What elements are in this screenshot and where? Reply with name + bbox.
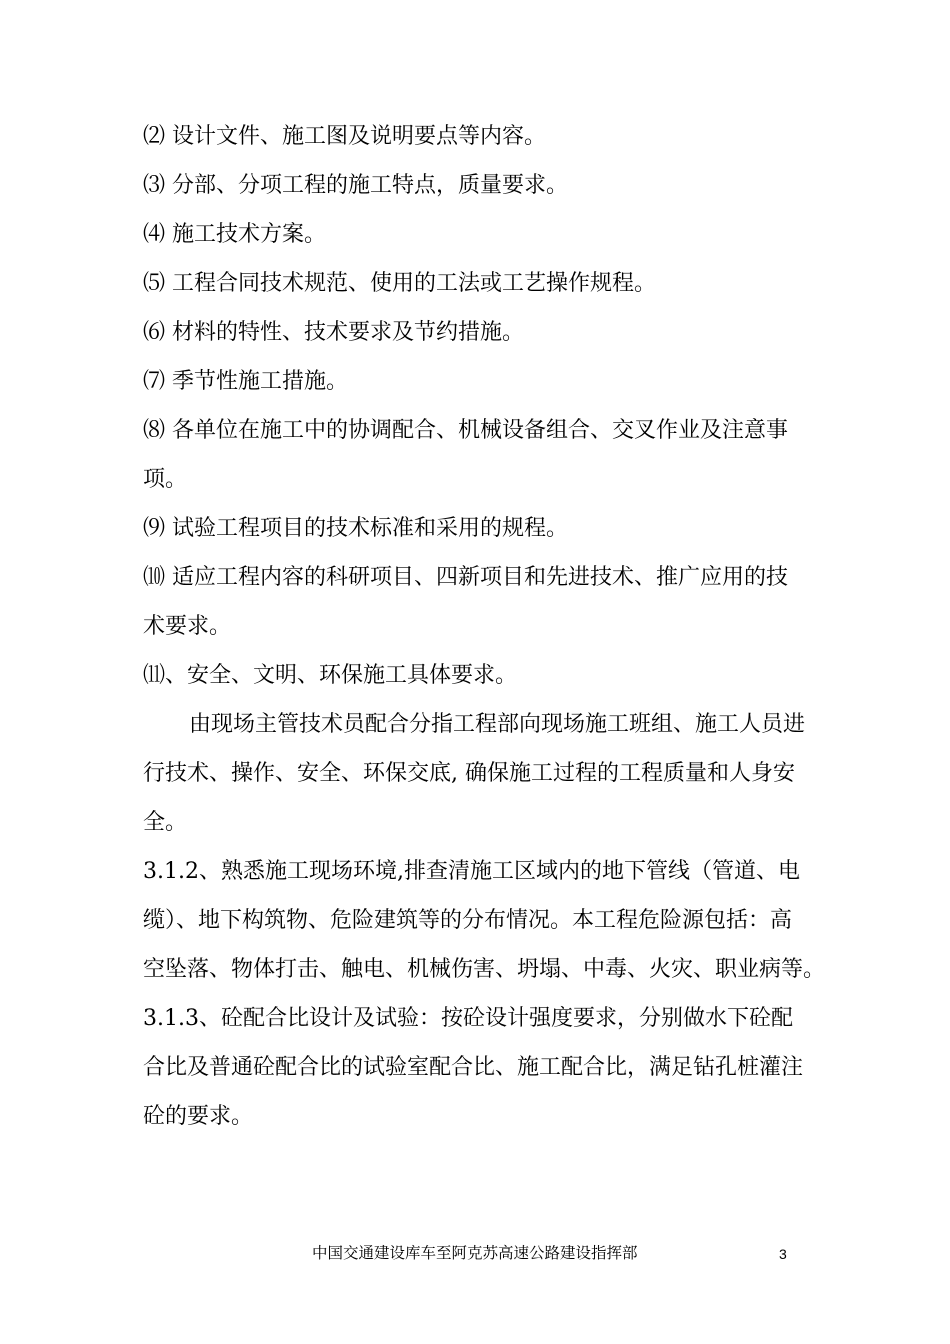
text-line: 砼的要求。 xyxy=(143,1104,254,1129)
text-line: 3.1.3、砼配合比设计及试验：按砼设计强度要求，分别做水下砼配 xyxy=(143,1006,793,1031)
text-line: 3.1.2、熟悉施工现场环境,排查清施工区域内的地下管线（管道、电 xyxy=(143,859,800,884)
text-line: 空坠落、物体打击、触电、机械伤害、坍塌、中毒、火灾、职业病等。 xyxy=(143,957,826,982)
text-line: ⑺ 季节性施工措施。 xyxy=(143,369,348,394)
text-line: 行技术、操作、安全、环保交底, 确保施工过程的工程质量和人身安 xyxy=(143,761,795,786)
document-body xyxy=(143,112,826,1141)
text-line: ⑻ 各单位在施工中的协调配合、机械设备组合、交叉作业及注意事 xyxy=(143,418,788,443)
page-number: 3 xyxy=(779,1246,787,1262)
text-line: ⑼ 试验工程项目的技术标准和采用的规程。 xyxy=(143,516,568,541)
text-line: ⑽ 适应工程内容的科研项目、四新项目和先进技术、推广应用的技 xyxy=(143,565,788,590)
paragraph-first-line: 由现场主管技术员配合分指工程部向现场施工班组、施工人员进 xyxy=(189,712,806,737)
text-line: ⑸ 工程合同技术规范、使用的工法或工艺操作规程。 xyxy=(143,271,656,296)
text-line: ⑹ 材料的特性、技术要求及节约措施。 xyxy=(143,320,524,345)
text-line: 全。 xyxy=(143,810,188,835)
text-line: ⑶ 分部、分项工程的施工特点，质量要求。 xyxy=(143,173,568,198)
footer-organization: 中国交通建设库车至阿克苏高速公路建设指挥部 xyxy=(312,1244,638,1262)
text-line: ⑷ 施工技术方案。 xyxy=(143,222,326,247)
page-footer xyxy=(0,1238,950,1268)
text-line: 合比及普通砼配合比的试验室配合比、施工配合比，满足钻孔桩灌注 xyxy=(143,1055,804,1080)
text-line: 项。 xyxy=(143,467,188,492)
text-line: ⑾、安全、文明、环保施工具体要求。 xyxy=(143,663,518,688)
text-line: 缆）、地下构筑物、危险建筑等的分布情况。本工程危险源包括：高 xyxy=(143,908,793,933)
text-line: ⑵ 设计文件、施工图及说明要点等内容。 xyxy=(143,124,546,149)
text-line: 术要求。 xyxy=(143,614,232,639)
